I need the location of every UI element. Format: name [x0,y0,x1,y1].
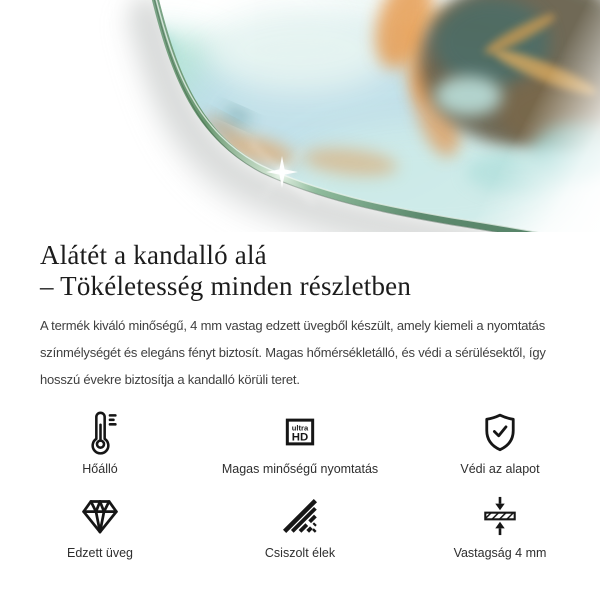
product-description: A termék kiváló minőségű, 4 mm vastag edzett üvegből készült, amely kiemeli a nyomtatás színmélységét és elegáns fényt biztosít. Magas hőmérsékletálló, és védi a sérülésektől, így hosszú évekre biztosítja a kandalló körüli teret. [40,318,546,387]
feature-label: Edzett üveg [66,546,133,560]
page-title-line2: – Tökéletesség minden részletben [40,271,412,301]
page-title-line1: Alátét a kandalló alá [40,240,267,270]
feature-label: Vastagság 4 mm [453,546,547,560]
ultra-hd-icon [281,407,319,457]
shield-check-icon [480,407,520,457]
feature-polished-edges [200,491,400,561]
ultra-hd-text-top: ultra [291,423,309,433]
diamond-icon [78,491,122,541]
feature-heat-resistant [0,407,200,477]
feature-thickness [400,491,600,561]
feature-protects-base [400,407,600,477]
feature-tempered-glass [0,491,200,561]
feature-label: Csiszolt élek [264,546,336,560]
feature-grid [0,407,600,561]
thickness-icon [479,491,521,541]
polished-edges-icon [279,491,321,541]
product-description-section [0,240,600,393]
feature-ultra-hd-print [200,407,400,477]
glass-disc-photo [0,0,600,232]
feature-label: Hőálló [82,462,118,476]
ultra-hd-text-bottom: HD [291,431,309,444]
thermometer-icon [81,407,120,457]
product-image [0,0,600,232]
feature-label: Magas minőségű nyomtatás [221,462,379,476]
page-title [40,240,562,302]
feature-label: Védi az alapot [460,462,540,476]
